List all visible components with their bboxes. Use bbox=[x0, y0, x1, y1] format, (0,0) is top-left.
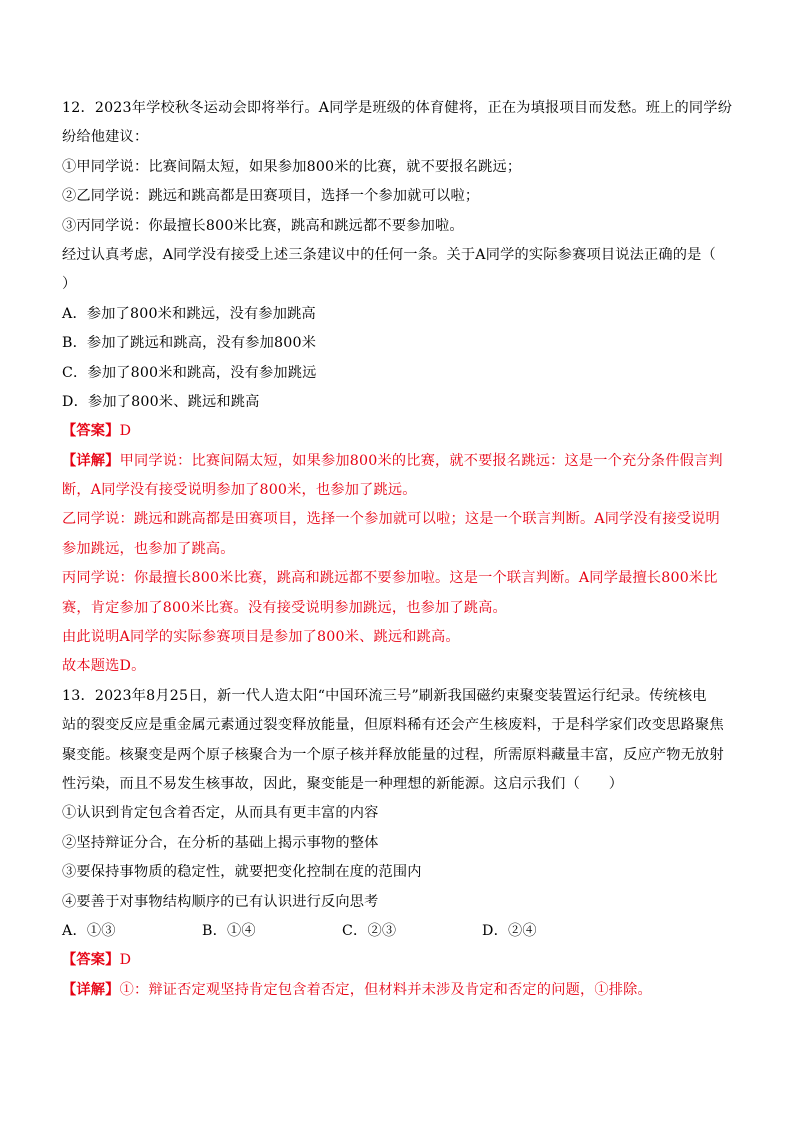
statement-line: ①认识到肯定包含着否定，从而具有更丰富的内容 bbox=[62, 805, 379, 822]
detail-tag: 【详解】 bbox=[62, 452, 120, 469]
statement-line: ④要善于对事物结构顺序的已有认识进行反向思考 bbox=[62, 893, 379, 910]
statement-line: ③要保持事物质的稳定性，就要把变化控制在度的范围内 bbox=[62, 864, 422, 881]
detail-line: 故本题选D。 bbox=[62, 658, 146, 675]
question-13 bbox=[62, 682, 742, 1005]
exam-page bbox=[62, 94, 742, 1005]
detail-line: 乙同学说：跳远和跳高都是田赛项目，选择一个参加就可以啦；这是一个联言判断。A同学没有接受说明 bbox=[62, 511, 720, 528]
question-stem-line: 经过认真考虑，A同学没有接受上述三条建议中的任何一条。关于A同学的实际参赛项目说法正确的是（ bbox=[62, 246, 716, 263]
detail-line: 赛，肯定参加了800米比赛。没有接受说明参加跳远，也参加了跳高。 bbox=[62, 599, 507, 616]
detail-line: 丙同学说：你最擅长800米比赛，跳高和跳远都不要参加啦。这是一个联言判断。A同学最擅长800米比 bbox=[62, 570, 718, 587]
detail-line bbox=[62, 447, 742, 476]
option-a: A．参加了800米和跳远，没有参加跳高 bbox=[62, 305, 316, 322]
question-stem-line: ①甲同学说：比赛间隔太短，如果参加800米的比赛，就不要报名跳远； bbox=[62, 158, 522, 175]
question-12 bbox=[62, 94, 742, 682]
answer-line bbox=[62, 417, 742, 446]
option-c: C．②③ bbox=[342, 922, 397, 939]
answer-value: D bbox=[119, 423, 132, 440]
option-c: C．参加了800米和跳高，没有参加跳远 bbox=[62, 364, 317, 381]
detail-line: 断，A同学没有接受说明参加了800米，也参加了跳远。 bbox=[62, 482, 417, 499]
answer-line bbox=[62, 946, 742, 975]
detail-text: 甲同学说：比赛间隔太短，如果参加800米的比赛，就不要报名跳远：这是一个充分条件假言判 bbox=[119, 452, 723, 469]
detail-line bbox=[62, 976, 742, 1005]
answer-tag: 【答案】 bbox=[62, 952, 120, 969]
option-a: A．①③ bbox=[62, 922, 116, 939]
options-row bbox=[62, 917, 742, 946]
option-d: D．②④ bbox=[482, 922, 537, 939]
question-stem-line: 12．2023年学校秋冬运动会即将举行。A同学是班级的体育健将，正在为填报项目而发愁。班上的同学纷 bbox=[62, 100, 733, 116]
detail-tag: 【详解】 bbox=[62, 981, 120, 998]
detail-text: ①：辩证否定观坚持肯定包含着否定，但材料并未涉及肯定和否定的问题，①排除。 bbox=[119, 981, 652, 998]
statement-line: ②坚持辩证分合，在分析的基础上揭示事物的整体 bbox=[62, 834, 379, 851]
option-d: D．参加了800米、跳远和跳高 bbox=[62, 393, 260, 410]
question-stem-line: ） bbox=[62, 276, 77, 293]
question-stem-line: 纷给他建议： bbox=[62, 129, 149, 146]
question-stem-line: 性污染，而且不易发生核事故，因此，聚变能是一种理想的新能源。这启示我们（ ） bbox=[62, 775, 624, 792]
question-stem-line: 聚变能。核聚变是两个原子核聚合为一个原子核并释放能量的过程，所需原料藏量丰富，反应产物无放射 bbox=[62, 746, 724, 763]
question-stem-line: ②乙同学说：跳远和跳高都是田赛项目，选择一个参加就可以啦； bbox=[62, 188, 480, 205]
detail-line: 由此说明A同学的实际参赛项目是参加了800米、跳远和跳高。 bbox=[62, 629, 460, 646]
answer-value: D bbox=[119, 952, 132, 969]
option-b: B．①④ bbox=[202, 922, 256, 939]
option-b: B．参加了跳远和跳高，没有参加800米 bbox=[62, 335, 317, 352]
answer-tag: 【答案】 bbox=[62, 423, 120, 440]
question-stem-line: 站的裂变反应是重金属元素通过裂变释放能量，但原料稀有还会产生核废料，于是科学家们改变思路聚焦 bbox=[62, 717, 724, 734]
question-stem-line: 13．2023年8月25日，新一代人造太阳“中国环流三号”刷新我国磁约束聚变装置运行纪录。传统核电 bbox=[62, 687, 707, 704]
question-stem-line: ③丙同学说：你最擅长800米比赛，跳高和跳远都不要参加啦。 bbox=[62, 217, 464, 234]
detail-line: 参加跳远，也参加了跳高。 bbox=[62, 540, 235, 557]
